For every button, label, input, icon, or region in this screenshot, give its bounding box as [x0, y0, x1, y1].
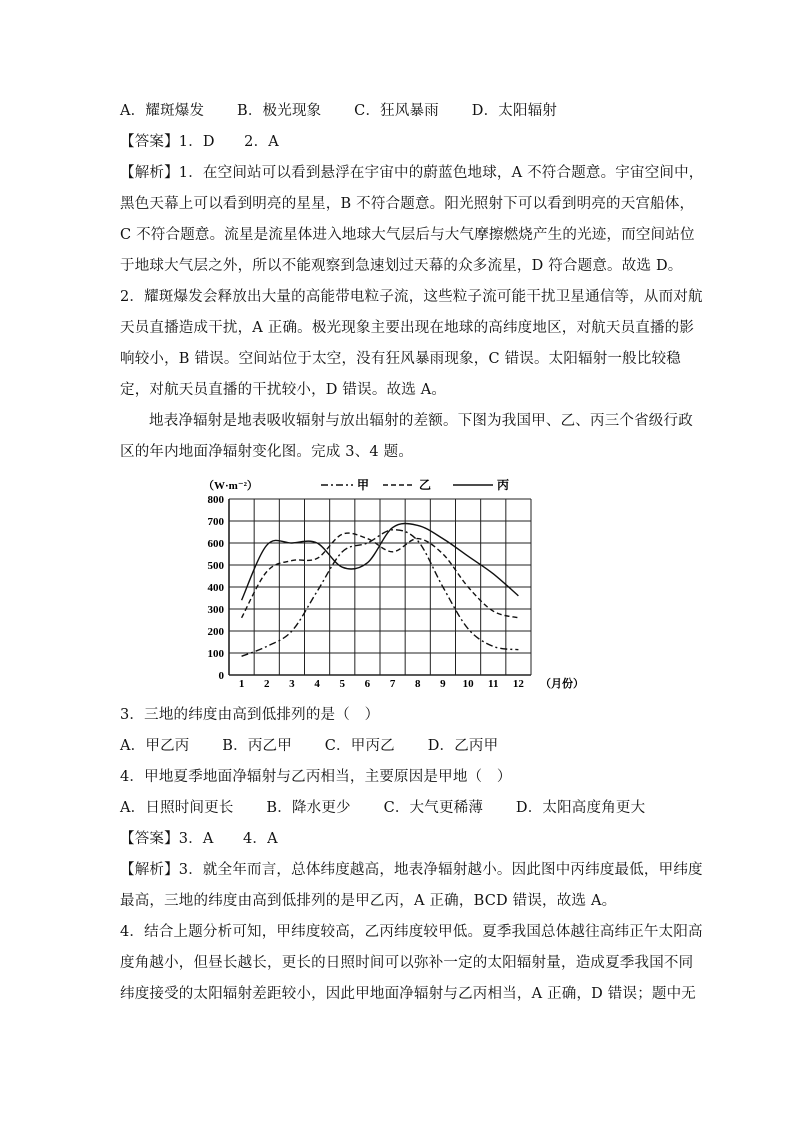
q4-option-a: A．日照时间更长: [120, 800, 234, 816]
question-4-stem: 4．甲地夏季地面净辐射与乙丙相当，主要原因是甲地（ ）: [120, 769, 512, 785]
option-a: A．耀斑爆发: [120, 103, 205, 119]
y-unit-label: （W·m⁻²）: [203, 480, 258, 492]
option-b: B．极光现象: [236, 103, 322, 119]
x-tick-label: 2: [264, 678, 270, 690]
intro-paragraph: [120, 406, 693, 468]
x-tick-label: 12: [512, 678, 524, 690]
x-tick-label: 9: [440, 678, 446, 690]
analysis-line: 于地球大气层之外，所以不能观察到急速划过天幕的众多流星，D 符合题意。故选 D。: [120, 258, 683, 274]
option-c: C．狂风暴雨: [354, 103, 439, 119]
intro-line: 区的年内地面净辐射变化图。完成 3、4 题。: [120, 444, 414, 460]
q4-option-d: D．太阳高度角更大: [515, 800, 646, 816]
x-tick-label: 8: [415, 678, 421, 690]
legend-label-甲: 甲: [357, 478, 370, 492]
section-1: [120, 96, 704, 406]
net-radiation-chart: [195, 475, 595, 690]
x-tick-label: 10: [462, 678, 474, 690]
analysis-line: 度角越小，但昼长越长，更长的日照时间可以弥补一定的太阳辐射量，造成夏季我国不同: [120, 955, 694, 971]
x-tick-label: 11: [488, 678, 499, 690]
q3-option-c: C．甲丙乙: [324, 738, 395, 754]
section-questions: [120, 700, 703, 1010]
question-3-stem: 3．三地的纬度由高到低排列的是（ ）: [120, 707, 380, 723]
y-tick-label: 500: [207, 560, 224, 572]
y-tick-label: 0: [218, 670, 224, 682]
y-tick-label: 800: [207, 494, 224, 506]
analysis-line: 4．结合上题分析可知，甲纬度较高，乙丙纬度较甲低。夏季我国总体越往高纬正午太阳高: [120, 924, 703, 940]
y-tick-label: 100: [207, 648, 224, 660]
answer-3-4: 【答案】3．A 4．A: [120, 831, 278, 847]
y-tick-label: 200: [207, 626, 224, 638]
analysis-line: 纬度接受的太阳辐射差距较小，因此甲地面净辐射与乙丙相当，A 正确，D 错误；题中无: [120, 986, 697, 1002]
x-tick-label: 1: [238, 678, 245, 690]
y-axis-ticks: [208, 494, 225, 682]
x-tick-label: 3: [289, 678, 295, 690]
y-tick-label: 600: [207, 538, 224, 550]
answer-1-2: 【答案】1．D 2．A: [120, 134, 279, 150]
analysis-line: 定，对航天员直播的干扰较小，D 错误。故选 A。: [120, 382, 447, 398]
analysis-line: 【解析】3．就全年而言，总体纬度越高，地表净辐射越小。因此图中丙纬度最低，甲纬度: [120, 862, 703, 878]
question-3-options: [120, 731, 680, 762]
y-tick-label: 400: [207, 582, 224, 594]
options-row: [120, 96, 680, 127]
analysis-line: C 不符合题意。流星是流星体进入地球大气层后与大气摩擦燃烧产生的光迹，而空间站位: [120, 227, 695, 243]
intro-line: 地表净辐射是地表吸收辐射与放出辐射的差额。下图为我国甲、乙、丙三个省级行政: [149, 413, 693, 429]
question-4-options: [120, 793, 680, 824]
q3-option-b: B．丙乙甲: [222, 738, 292, 754]
q4-option-b: B．降水更少: [266, 800, 351, 816]
legend-label-丙: 丙: [497, 478, 510, 492]
analysis-line: 黑色天幕上可以看到明亮的星星，B 不符合题意。阳光照射下可以看到明亮的天宫船体，: [120, 196, 695, 212]
option-d: D．太阳辐射: [471, 103, 558, 119]
x-tick-label: 5: [339, 678, 345, 690]
analysis-line: 2．耀斑爆发会释放出大量的高能带电粒子流，这些粒子流可能干扰卫星通信等，从而对航: [120, 289, 703, 305]
q3-option-a: A．甲乙丙: [120, 738, 190, 754]
x-axis-ticks: [239, 678, 525, 690]
x-tick-label: 7: [389, 678, 396, 690]
x-axis-label: （月份）: [540, 678, 584, 690]
q4-option-c: C．大气更稀薄: [383, 800, 484, 816]
analysis-line: 响较小，B 错误。空间站位于太空，没有狂风暴雨现象，C 错误。太阳辐射一般比较稳: [120, 351, 681, 367]
analysis-line: 最高，三地的纬度由高到低排列的是甲乙丙，A 正确，BCD 错误，故选 A。: [120, 893, 617, 909]
y-tick-label: 700: [207, 516, 224, 528]
y-tick-label: 300: [207, 604, 224, 616]
legend-label-乙: 乙: [419, 478, 432, 492]
q3-option-d: D．乙丙甲: [427, 738, 499, 754]
analysis-line: 【解析】1．在空间站可以看到悬浮在宇宙中的蔚蓝色地球，A 不符合题意。宇宙空间中，: [120, 165, 704, 181]
analysis-line: 天员直播造成干扰，A 正确。极光现象主要出现在地球的高纬度地区，对航天员直播的影: [120, 320, 695, 336]
x-tick-label: 4: [314, 678, 320, 690]
chart-grid: [229, 499, 531, 675]
x-tick-label: 6: [364, 678, 371, 690]
chart-legend: [321, 477, 509, 492]
